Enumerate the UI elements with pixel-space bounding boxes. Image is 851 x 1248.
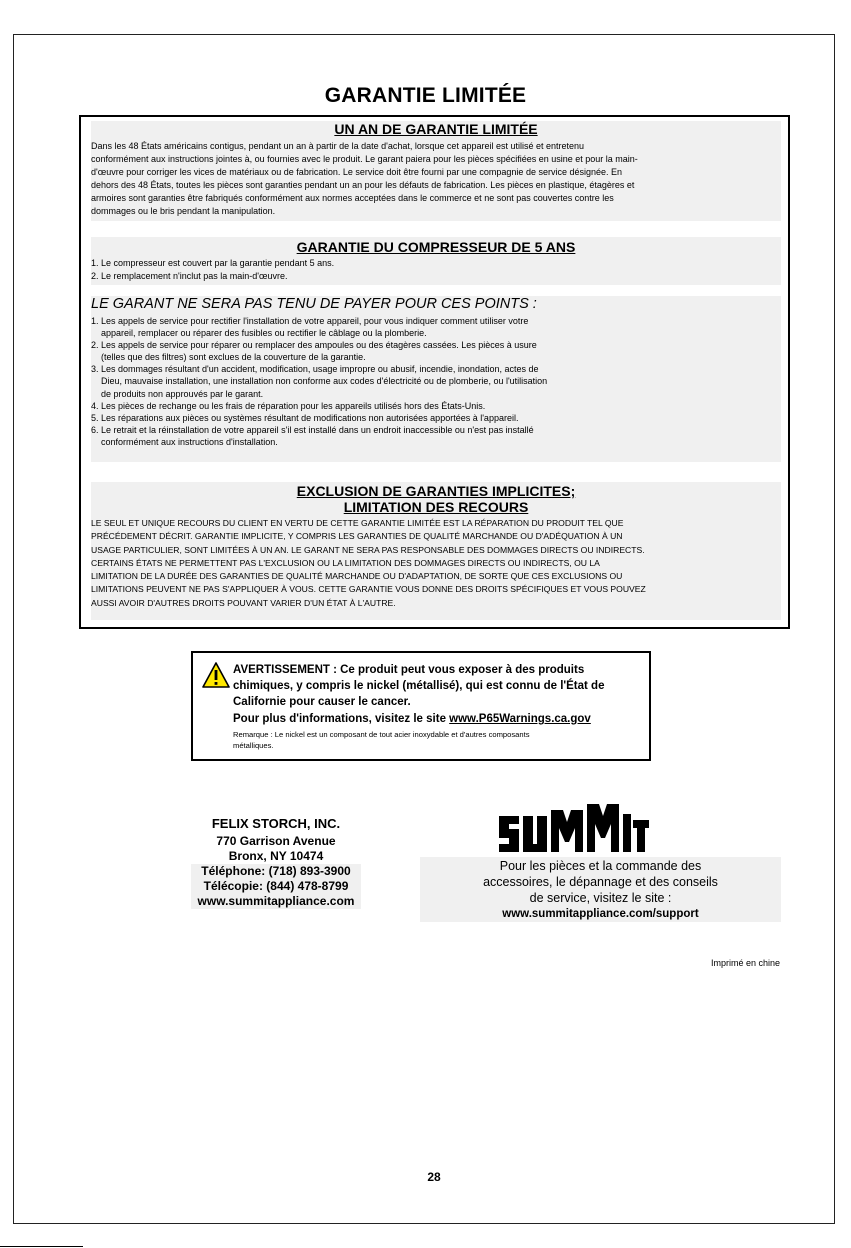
item-line: (telles que des filtres) sont exclues de la couverture de la garantie. — [101, 352, 366, 363]
text-line: armoires sont garanties être fabriqués conformément aux normes acceptées dans le commerce et ne sont pas couvertes contre les — [91, 192, 614, 203]
company-name: FELIX STORCH, INC. — [211, 816, 341, 831]
item-line: Les appels de service pour réparer ou remplacer des ampoules ou des étagères cassées. Les pièces à usure — [101, 340, 537, 351]
not-pay-section — [91, 296, 781, 462]
item-line: Les appels de service pour rectifier l'installation de votre appareil, pour vous indiquer comment utiliser votre — [101, 316, 529, 326]
list-item — [91, 424, 781, 448]
text-line: d'œuvre pour corriger les vices de matériaux ou de fabrication. Le service doit être fourni par une compagnie de service désignée. En — [91, 166, 622, 177]
item-line: Les pièces de rechange ou les frais de réparation pour les appareils utilisés hors des États-Unis. — [101, 400, 486, 411]
p65-link[interactable]: www.P65Warnings.ca.gov — [449, 713, 591, 725]
list-item: 2. Le remplacement n'inclut pas la main-d'œuvre. — [91, 270, 288, 281]
warning-line: AVERTISSEMENT : Ce produit peut vous exposer à des produits — [233, 664, 585, 676]
company-contact — [191, 864, 361, 909]
item-number: 3. — [91, 364, 99, 375]
one-year-section — [91, 121, 781, 221]
compressor-heading: GARANTIE DU COMPRESSEUR DE 5 ANS — [296, 239, 576, 255]
warning-info-text: Pour plus d'informations, visitez le site — [233, 713, 450, 725]
text-line: AUSSI AVOIR D'AUTRES DROITS POUVANT VARIER D'UN ÉTAT À L'AUTRE. — [91, 597, 396, 608]
compressor-items — [91, 257, 781, 282]
page-title: GARANTIE LIMITÉE — [324, 84, 527, 107]
item-number: 6. — [91, 424, 99, 435]
exclusion-heading-1: EXCLUSION DE GARANTIES IMPLICITES; — [296, 483, 576, 499]
item-line: Le retrait et la réinstallation de votre appareil s'il est installé dans un endroit inaccessible ou n'est pas installé — [101, 424, 534, 435]
text-line: dommages ou le bris pendant la manipulation. — [91, 205, 276, 216]
exclusion-text — [91, 517, 781, 610]
not-pay-list — [91, 315, 781, 448]
text-line: LIMITATION DE LA DURÉE DES GARANTIES DE QUALITÉ MARCHANDE OU D'ADAPTATION, DE SORTE QUE CES EXCLUSIONS OU — [91, 571, 623, 582]
not-pay-heading: LE GARANT NE SERA PAS TENU DE PAYER POUR CES POINTS : — [91, 296, 537, 312]
item-line: conformément aux instructions d'installation. — [101, 436, 278, 447]
company-info — [186, 816, 366, 909]
warning-line: chimiques, y compris le nickel (métallisé), qui est connu de l'État de — [233, 680, 605, 692]
list-item — [91, 363, 781, 399]
item-number: 2. — [91, 340, 99, 351]
support-line: accessoires, le dépannage et des conseils — [483, 875, 718, 889]
company-address-2: Bronx, NY 10474 — [228, 849, 324, 863]
warning-heading — [233, 662, 645, 710]
support-url[interactable]: www.summitappliance.com/support — [502, 908, 699, 920]
warning-line: Californie pour causer le cancer. — [233, 696, 411, 708]
footer-rule — [0, 1246, 83, 1247]
text-line: LE SEUL ET UNIQUE RECOURS DU CLIENT EN VERTU DE CETTE GARANTIE LIMITÉE EST LA RÉPARATION DU PRODUIT TEL QUE — [91, 518, 624, 528]
item-line: Les réparations aux pièces ou systèmes résultant de modifications non autorisées apportées à l'appareil. — [101, 412, 519, 423]
text-line: PRÉCÉDEMENT DÉCRIT. GARANTIE IMPLICITE, Y COMPRIS LES GARANTIES DE QUALITÉ MARCHANDE OU D'ADÉQUATION À UN — [91, 531, 623, 542]
summit-logo — [497, 802, 649, 854]
list-item: 1. Le compresseur est couvert par la garantie pendant 5 ans. — [91, 258, 335, 268]
company-phone: Téléphone: (718) 893-3900 — [201, 864, 351, 878]
item-number: 5. — [91, 412, 99, 423]
support-info — [420, 857, 781, 922]
list-item — [91, 400, 781, 412]
exclusion-heading-2: LIMITATION DES RECOURS — [343, 499, 529, 515]
item-number: 4. — [91, 400, 99, 411]
list-item — [91, 315, 781, 339]
support-line: Pour les pièces et la commande des — [499, 859, 702, 873]
text-line: conformément aux instructions jointes à, ou fournies avec le produit. Le garant paiera pour les pièces spécifiées en usine et pour la main- — [91, 153, 638, 164]
warning-box — [191, 651, 651, 761]
note-line: Remarque : Le nickel est un composant de tout acier inoxydable et d'autres composants — [233, 730, 530, 739]
warranty-box — [79, 115, 790, 629]
warning-triangle-icon — [202, 662, 230, 688]
compressor-section — [91, 237, 781, 285]
company-website[interactable]: www.summitappliance.com — [197, 894, 355, 908]
one-year-heading: UN AN DE GARANTIE LIMITÉE — [334, 121, 538, 137]
one-year-text — [91, 138, 781, 217]
text-line: CERTAINS ÉTATS NE PERMETTENT PAS L'EXCLUSION OU LA LIMITATION DES DOMMAGES DIRECTS OU INDIRECTS, OU LA — [91, 557, 600, 568]
support-line: de service, visitez le site : — [529, 891, 672, 905]
warning-info — [233, 711, 645, 727]
warning-note — [233, 729, 645, 751]
exclusion-section — [91, 482, 781, 620]
item-line: appareil, remplacer ou réparer des fusibles ou rectifier le câblage ou la plomberie. — [101, 328, 427, 339]
company-address-1: 770 Garrison Avenue — [216, 834, 336, 848]
note-line: métalliques. — [233, 741, 274, 750]
item-line: Les dommages résultant d'un accident, modification, usage impropre ou abusif, incendie, inondation, actes de — [101, 364, 539, 375]
company-fax: Télécopie: (844) 478-8799 — [203, 879, 349, 893]
item-number: 1. — [91, 316, 99, 326]
text-line: LIMITATIONS PEUVENT NE PAS S'APPLIQUER À VOUS. CETTE GARANTIE VOUS DONNE DES DROITS SPÉCIFIQUES ET VOUS POUVEZ — [91, 584, 646, 595]
printed-in: Imprimé en chine — [710, 958, 780, 968]
page-number: 28 — [427, 1170, 441, 1184]
text-line: USAGE PARTICULIER, SONT LIMITÉES À UN AN. LE GARANT NE SERA PAS RESPONSABLE DES DOMMAGES DIRECTS OU INDIRECTS. — [91, 544, 645, 555]
text-line: Dans les 48 États américains contigus, pendant un an à partir de la date d'achat, lorsque cet appareil est utilisé et entretenu — [91, 141, 585, 151]
list-item — [91, 412, 781, 424]
item-line: de produits non approuvés par le garant. — [101, 388, 264, 399]
item-line: Dieu, mauvaise installation, une installation non conforme aux codes d'électricité ou de plomberie, ou l'utilisation — [101, 376, 548, 387]
list-item — [91, 339, 781, 363]
text-line: dehors des 48 États, toutes les pièces sont garanties pendant un an pour les défauts de fabrication. Les pièces en plastique, étagères et — [91, 179, 635, 190]
